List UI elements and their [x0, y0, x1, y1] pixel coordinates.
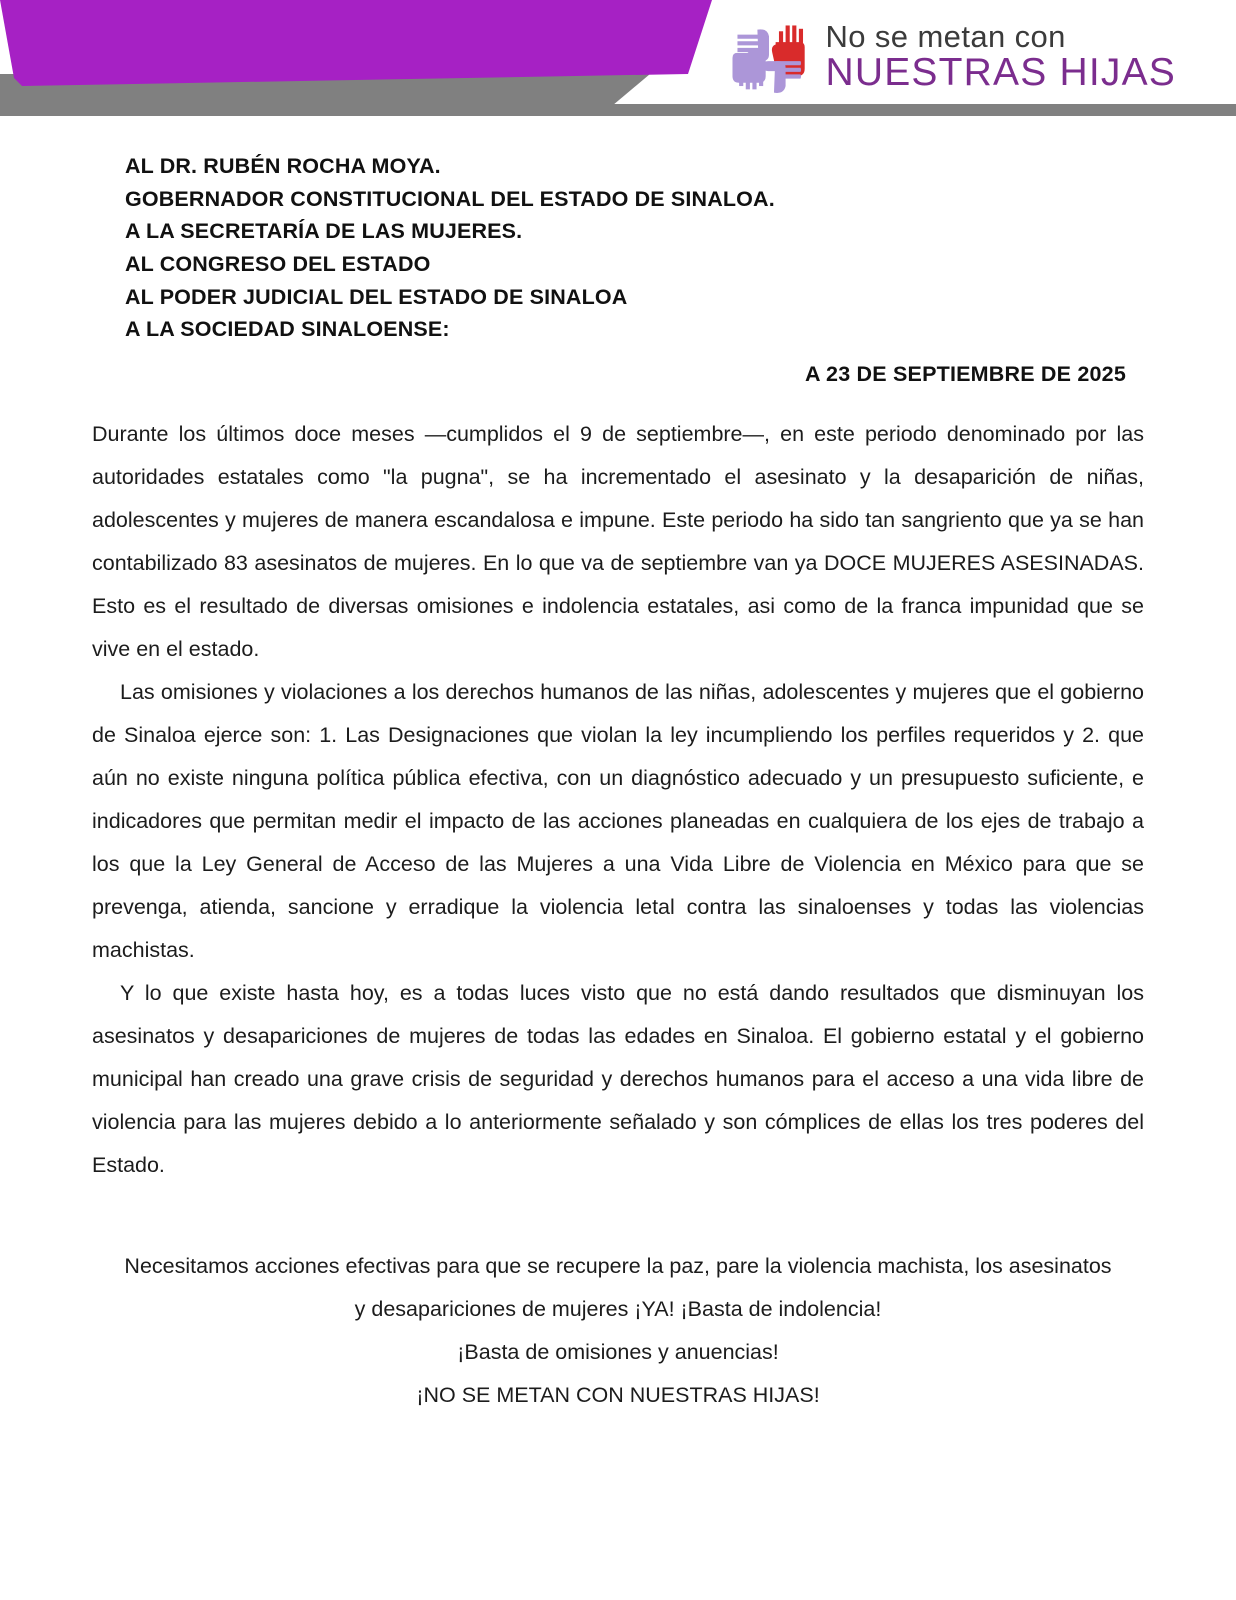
- four-hands-pinwheel-logo-icon: [727, 18, 811, 96]
- addressee-line: AL CONGRESO DEL ESTADO: [125, 252, 431, 277]
- addressee-line: AL PODER JUDICIAL DEL ESTADO DE SINALOA: [125, 284, 628, 309]
- document-date: A 23 DE SEPTIEMBRE DE 2025: [804, 362, 1126, 387]
- purple-band-shape: [0, 0, 712, 86]
- letter-body: [92, 413, 1144, 1187]
- page-header: [0, 0, 1236, 122]
- document-body: [0, 150, 1236, 1417]
- organization-logo: [727, 18, 1176, 96]
- addressee-line: GOBERNADOR CONSTITUCIONAL DEL ESTADO DE SINALOA.: [125, 186, 775, 211]
- logo-wordmark: [825, 21, 1176, 92]
- body-paragraph: Durante los últimos doce meses —cumplidos el 9 de septiembre—, en este periodo denominado por las autoridades estatales como "la pugna", se ha incrementado el asesinato y la desaparición de niñas, adolescentes y mujeres de manera escandalosa e impune. Este periodo ha sido tan sangriento que ya se han contabilizado 83 asesinatos de mujeres. En lo que va de septiembre van ya DOCE MUJERES ASESINADAS. Esto es el resultado de diversas omisiones e indolencia estatales, asi como de la franca impunidad que se vive en el estado.: [92, 422, 1144, 662]
- closing-line-2: ¡Basta de omisiones y anuencias!: [457, 1340, 779, 1365]
- addressee-block: [92, 150, 1144, 346]
- logo-text-line-2: NUESTRAS HIJAS: [825, 50, 1176, 94]
- body-paragraph: Las omisiones y violaciones a los derechos humanos de las niñas, adolescentes y mujeres que el gobierno de Sinaloa ejerce son: 1. Las Designaciones que violan la ley incumpliendo los perfiles requeridos y 2. que aún no existe ninguna política pública efectiva, con un diagnóstico adecuado y un presupuesto suficiente, e indicadores que permitan medir el impacto de las acciones planeadas en cualquiera de los ejes de trabajo a los que la Ley General de Acceso de las Mujeres a una Vida Libre de Violencia en México para que se prevenga, atienda, sancione y erradique la violencia letal contra las sinaloenses y todas las violencias machistas.: [92, 680, 1144, 963]
- addressee-line: A LA SOCIEDAD SINALOENSE:: [125, 317, 450, 342]
- closing-paragraph: Necesitamos acciones efectivas para que se recupere la paz, pare la violencia machista, los asesinatos y desapariciones de mujeres ¡YA! ¡Basta de indolencia!: [124, 1254, 1112, 1322]
- addressee-line: A LA SECRETARÍA DE LAS MUJERES.: [125, 219, 523, 244]
- body-paragraph: Y lo que existe hasta hoy, es a todas luces visto que no está dando resultados que disminuyan los asesinatos y desapariciones de mujeres de todas las edades en Sinaloa. El gobierno estatal y el gobierno municipal han creado una grave crisis de seguridad y derechos humanos para el acceso a una vida libre de violencia para las mujeres debido a lo anteriormente señalado y son cómplices de ellas los tres poderes del Estado.: [92, 981, 1144, 1178]
- addressee-line: AL DR. RUBÉN ROCHA MOYA.: [125, 154, 441, 178]
- closing-line-3: ¡NO SE METAN CON NUESTRAS HIJAS!: [416, 1383, 820, 1408]
- gray-baseline-shape: [0, 104, 1236, 116]
- closing-block: [92, 1245, 1144, 1417]
- logo-text-line-1: No se metan con: [825, 19, 1066, 55]
